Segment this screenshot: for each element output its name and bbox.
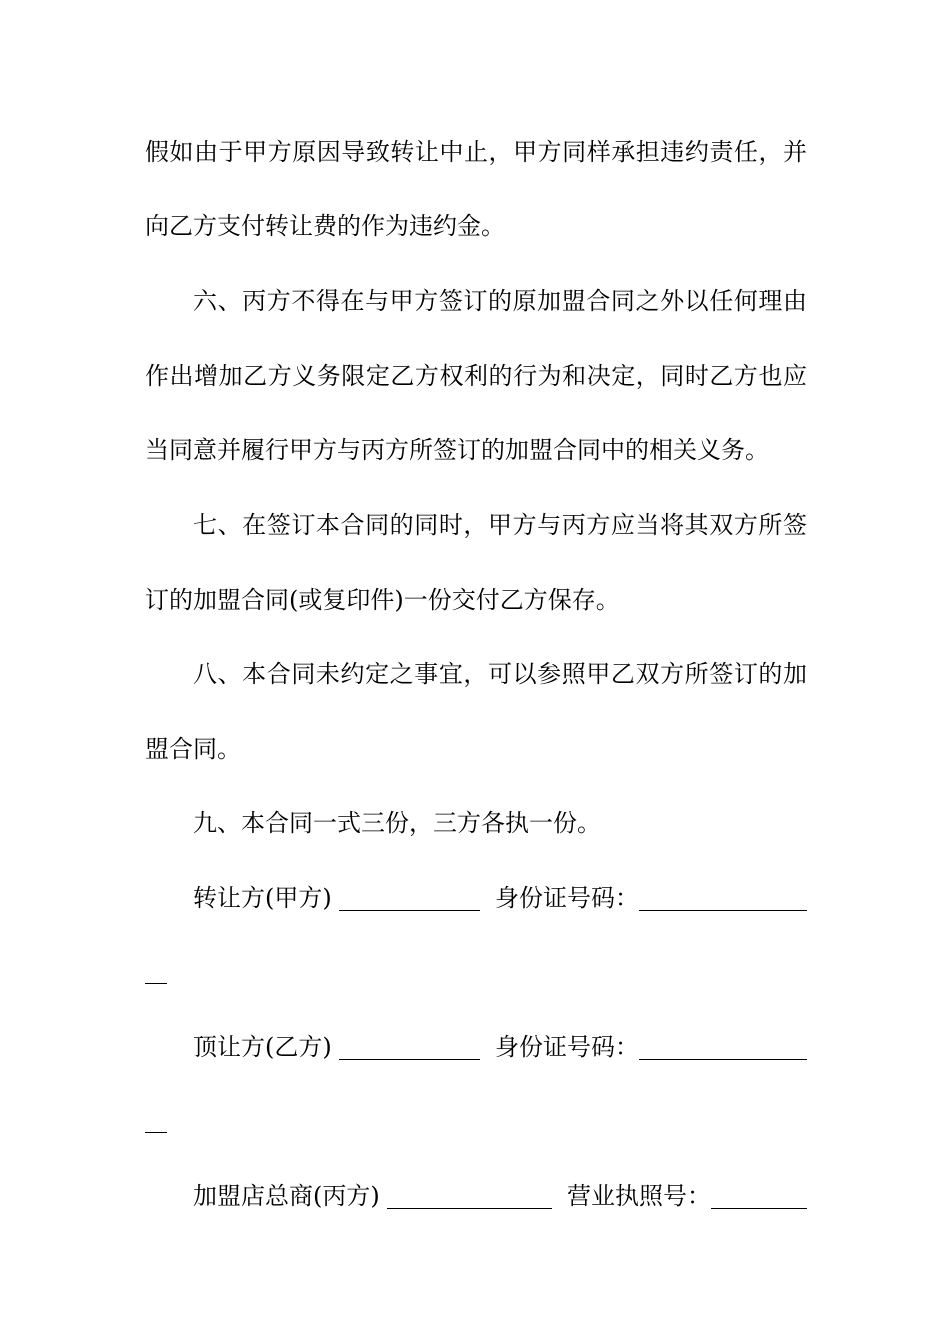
- franchisor-license-label: 营业执照号：: [567, 1182, 711, 1210]
- transferor-signature-row: [193, 883, 807, 913]
- transferor-label: 转让方(甲方): [193, 884, 332, 912]
- transferor-name-blank: [339, 910, 480, 911]
- transferee-id-blank: [639, 1059, 807, 1060]
- clause-seven-line-1: 七、在签订本合同的同时，甲方与丙方应当将其双方所签: [193, 511, 807, 539]
- transferee-signature-row: [193, 1032, 807, 1062]
- franchisor-signature-row: [193, 1181, 807, 1211]
- transferor-id-label: 身份证号码：: [495, 884, 639, 912]
- transferee-id-blank-continued: [145, 1132, 167, 1133]
- clause-eight-line-2: 盟合同。: [145, 735, 241, 763]
- transferee-id-label: 身份证号码：: [495, 1033, 639, 1061]
- transferor-id-blank: [639, 910, 807, 911]
- clause-six-line-3: 当同意并履行甲方与丙方所签订的加盟合同中的相关义务。: [145, 436, 769, 464]
- clause-nine-line: 九、本合同一式三份，三方各执一份。: [193, 809, 601, 837]
- clause-eight-line-1: 八、本合同未约定之事宜，可以参照甲乙双方所签订的加: [193, 660, 807, 688]
- transferor-id-blank-continued: [145, 983, 167, 984]
- transferee-name-blank: [339, 1059, 480, 1060]
- clause-six-line-2: 作出增加乙方义务限定乙方权利的行为和决定，同时乙方也应: [145, 362, 807, 390]
- clause-seven-line-2: 订的加盟合同(或复印件)一份交付乙方保存。: [145, 586, 620, 614]
- clause-six-line-1: 六、丙方不得在与甲方签订的原加盟合同之外以任何理由: [193, 287, 807, 315]
- franchisor-label: 加盟店总商(丙方): [193, 1182, 380, 1210]
- transferee-label: 顶让方(乙方): [193, 1033, 332, 1061]
- paragraph-line-1: 假如由于甲方原因导致转让中止，甲方同样承担违约责任，并: [145, 138, 807, 166]
- franchisor-license-blank: [711, 1208, 807, 1209]
- paragraph-line-2: 向乙方支付转让费的作为违约金。: [145, 212, 505, 240]
- franchisor-name-blank: [387, 1208, 552, 1209]
